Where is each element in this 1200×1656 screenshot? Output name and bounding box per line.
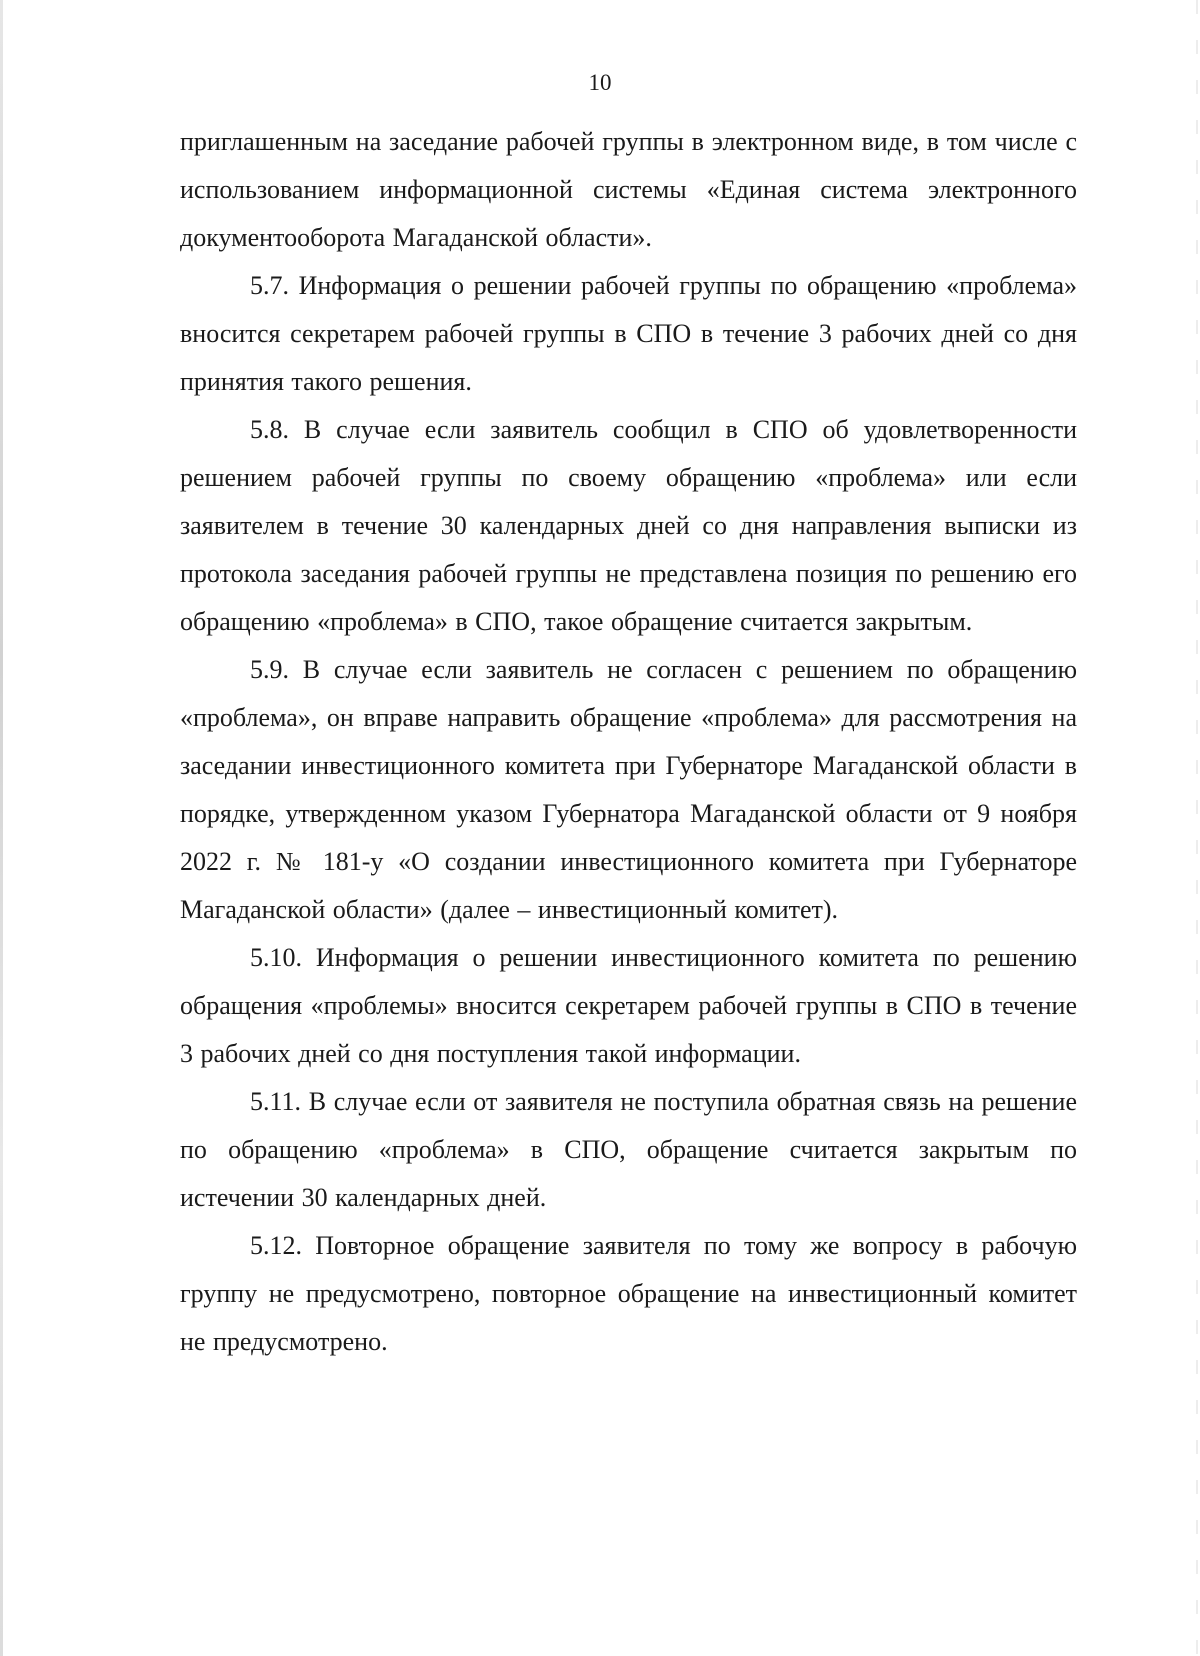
- scan-edge-left: [0, 0, 3, 1656]
- paragraph-5-11: 5.11. В случае если от заявителя не поступила обратная связь на решение по обращению «проблема» в СПО, обращение считается закрытым по истечении 30 календарных дней.: [180, 1087, 1077, 1212]
- paragraph-5-8: 5.8. В случае если заявитель сообщил в СПО об удовлетворенности решением рабочей группы по своему обращению «проблема» или если заявителем в течение 30 календарных дней со дня направления выписки из протокола заседания рабочей группы не представлена позиция по решению его обращению «проблема» в СПО, такое обращение считается закрытым.: [180, 415, 1077, 636]
- paragraph-5-12: 5.12. Повторное обращение заявителя по тому же вопросу в рабочую группу не предусмотрено, повторное обращение на инвестиционный комитет не предусмотрено.: [180, 1231, 1077, 1356]
- scan-edge-right: [1196, 0, 1198, 1656]
- paragraph-continuation: приглашенным на заседание рабочей группы в электронном виде, в том числе с использованием информационной системы «Единая система электронного документооборота Магаданской области».: [180, 127, 1077, 252]
- paragraph-5-10: 5.10. Информация о решении инвестиционного комитета по решению обращения «проблемы» вносится секретарем рабочей группы в СПО в течение 3 рабочих дней со дня поступления такой информации.: [180, 943, 1077, 1068]
- paragraph-5-9: 5.9. В случае если заявитель не согласен с решением по обращению «проблема», он вправе направить обращение «проблема» для рассмотрения на заседании инвестиционного комитета при Губернаторе Магаданской области в порядке, утвержденном указом Губернатора Магаданской области от 9 ноября 2022 г. № 181-у «О создании инвестиционного комитета при Губернаторе Магаданской области» (далее – инвестиционный комитет).: [180, 655, 1077, 924]
- page-number: 10: [588, 70, 612, 95]
- document-body: [180, 118, 1077, 1366]
- paragraph-5-7: 5.7. Информация о решении рабочей группы по обращению «проблема» вносится секретарем рабочей группы в СПО в течение 3 рабочих дней со дня принятия такого решения.: [180, 271, 1077, 396]
